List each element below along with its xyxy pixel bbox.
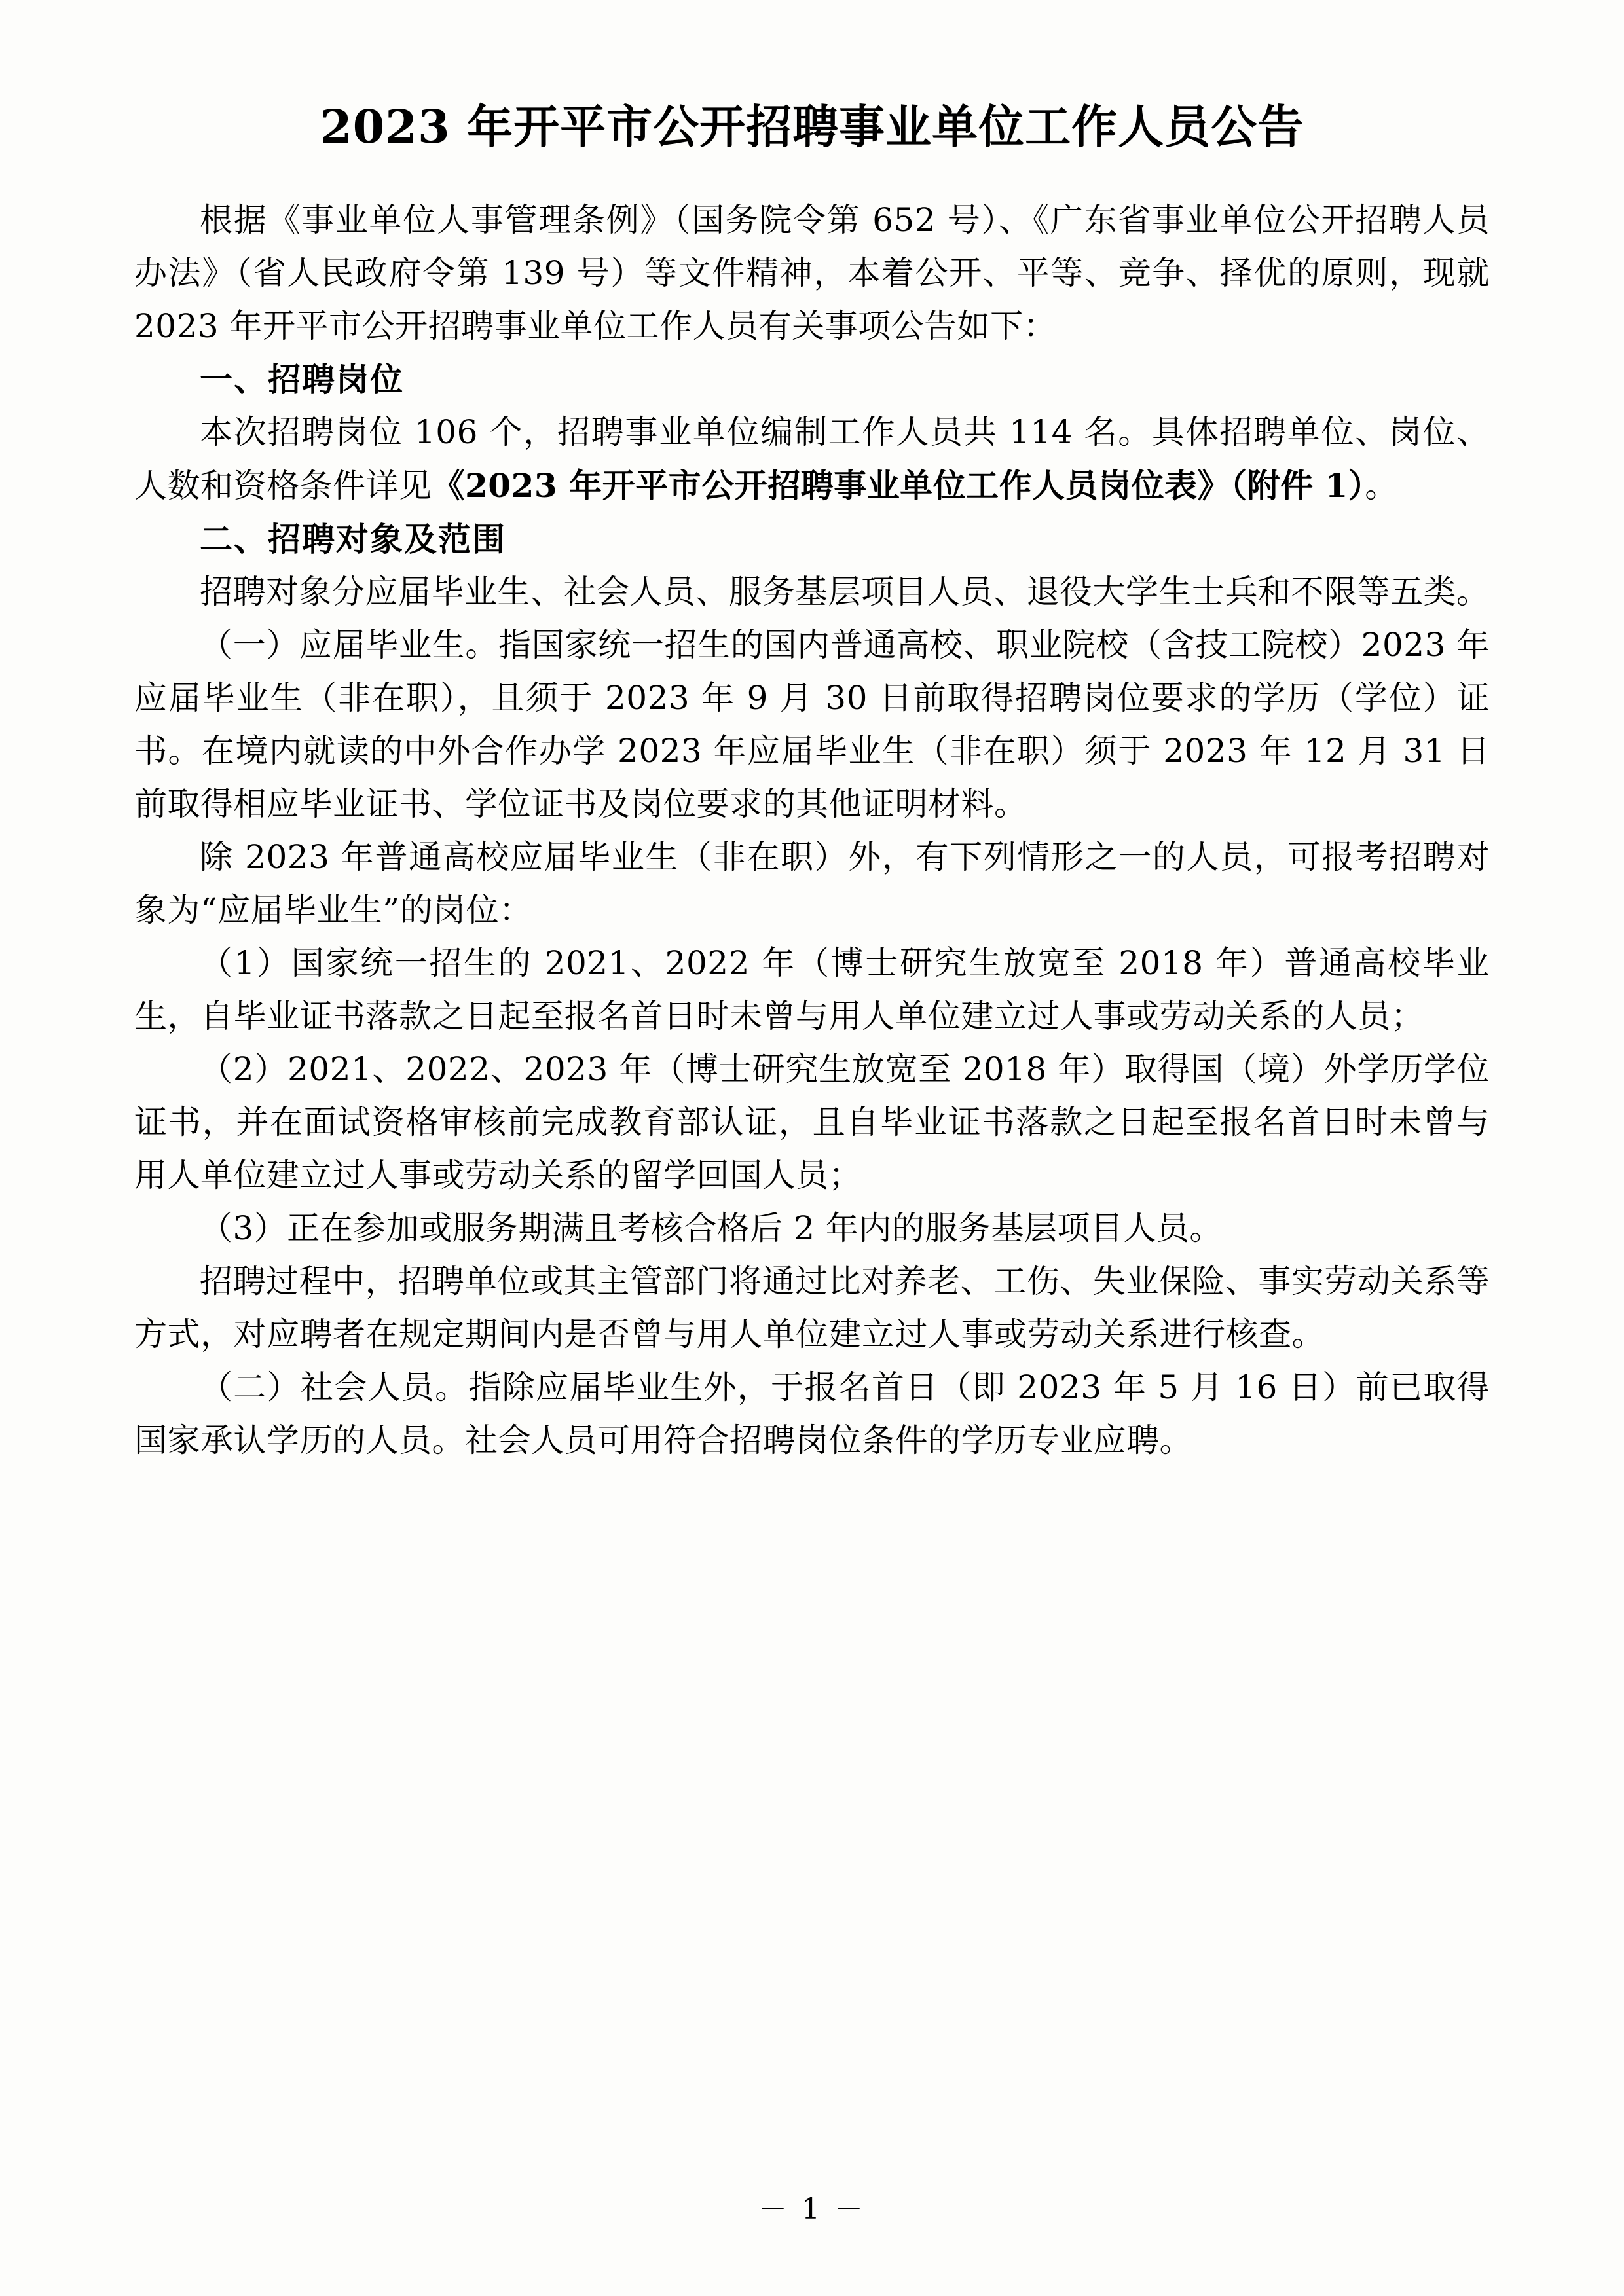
text-run: 招聘对象分应届毕业生、社会人员、服务基层项目人员、退役大学生士兵和不限等五类。 bbox=[200, 572, 1490, 611]
text-run: 招聘过程中，招聘单位或其主管部门将通过比对养老、工伤、失业保险、事实劳动关系等方式，对应聘者在规定期间内是否曾与用人单位建立过人事或劳动关系进行核查。 bbox=[134, 1262, 1490, 1353]
body-paragraph bbox=[134, 194, 1490, 353]
body-paragraph bbox=[134, 831, 1490, 937]
page-number: － 1 － bbox=[758, 2193, 866, 2226]
body-paragraph bbox=[134, 1361, 1490, 1467]
page-title: 2023 年开平市公开招聘事业单位工作人员公告 bbox=[320, 100, 1304, 154]
text-run: （1）国家统一招生的 2021、2022 年（博士研究生放宽至 2018 年）普通高校毕业生，自毕业证书落款之日起至报名首日时未曾与用人单位建立过人事或劳动关系的人员； bbox=[134, 943, 1490, 1035]
emphasis-text: 《2023 年开平市公开招聘事业单位工作人员岗位表》（附件 1） bbox=[432, 465, 1365, 505]
body-paragraph bbox=[134, 1255, 1490, 1361]
text-run: （一）应届毕业生。指国家统一招生的国内普通高校、职业院校（含技工院校）2023 年应届毕业生（非在职），且须于 2023 年 9 月 30 日前取得招聘岗位要求的学历（学位）证书。在境内就读的中外合作办学 2023 年应届毕业生（非在职）须于 2023 年 12 月 31 日前取得相应毕业证书、学位证书及岗位要求的其他证明材料。 bbox=[134, 625, 1490, 823]
section-heading bbox=[134, 353, 1490, 406]
text-run: 本次招聘岗位 106 个，招聘事业单位编制工作人员共 114 名。具体招聘单位、岗位、人数和资格条件详见 bbox=[134, 412, 1490, 505]
text-run: （二）社会人员。指除应届毕业生外，于报名首日（即 2023 年 5 月 16 日）前已取得国家承认学历的人员。社会人员可用符合招聘岗位条件的学历专业应聘。 bbox=[134, 1368, 1490, 1459]
text-run: （3）正在参加或服务期满且考核合格后 2 年内的服务基层项目人员。 bbox=[200, 1209, 1223, 1247]
document-body bbox=[134, 194, 1490, 1467]
body-paragraph bbox=[134, 937, 1490, 1043]
emphasis-text: 一、招聘岗位 bbox=[200, 359, 404, 399]
section-heading bbox=[134, 513, 1490, 566]
text-run: 除 2023 年普通高校应届毕业生（非在职）外，有下列情形之一的人员，可报考招聘对象为“应届毕业生”的岗位： bbox=[134, 837, 1490, 929]
body-paragraph bbox=[134, 619, 1490, 831]
text-run: 根据《事业单位人事管理条例》（国务院令第 652 号）、《广东省事业单位公开招聘人员办法》（省人民政府令第 139 号）等文件精神，本着公开、平等、竞争、择优的原则，现就 2023 年开平市公开招聘事业单位工作人员有关事项公告如下： bbox=[134, 200, 1490, 345]
text-run: （2）2021、2022、2023 年（博士研究生放宽至 2018 年）取得国（境）外学历学位证书，并在面试资格审核前完成教育部认证，且自毕业证书落款之日起至报名首日时未曾与用人单位建立过人事或劳动关系的留学回国人员； bbox=[134, 1049, 1490, 1194]
body-paragraph bbox=[134, 1043, 1490, 1202]
body-paragraph bbox=[134, 1202, 1490, 1255]
body-paragraph bbox=[134, 406, 1490, 513]
emphasis-text: 二、招聘对象及范围 bbox=[200, 519, 506, 558]
text-run: 。 bbox=[1365, 466, 1398, 505]
body-paragraph bbox=[134, 566, 1490, 619]
